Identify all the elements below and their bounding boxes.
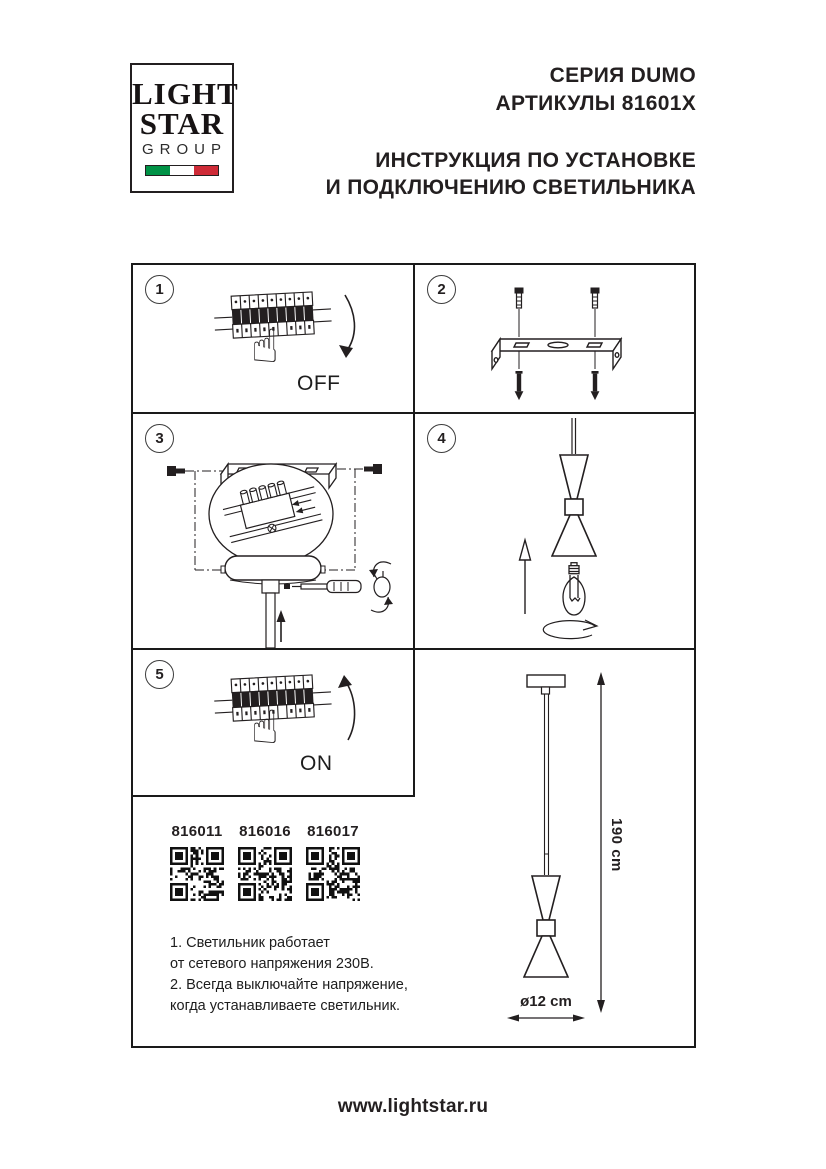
- step-5-number: 5: [145, 660, 174, 689]
- step-4-panel: [415, 414, 694, 650]
- logo-word-light: LIGHT: [132, 76, 239, 111]
- instruction-grid: [131, 263, 696, 1048]
- step-3-panel: [133, 414, 415, 650]
- step-1-number: 1: [145, 275, 174, 304]
- shade-and-bulb-illustration: [415, 414, 696, 648]
- logo-word-group: GROUP: [141, 141, 227, 158]
- articles-title: АРТИКУЛЫ 81601X: [495, 92, 696, 115]
- instruction-title-line1: ИНСТРУКЦИЯ ПО УСТАНОВКЕ: [375, 149, 696, 172]
- note-line: от сетевого напряжения 230В.: [170, 956, 374, 972]
- step-4-number: 4: [427, 424, 456, 453]
- safety-notes: [170, 933, 408, 1017]
- pendant-lamp-drawing: [415, 650, 696, 1050]
- website-url: www.lightstar.ru: [337, 1096, 489, 1117]
- series-title: СЕРИЯ DUMO: [549, 64, 696, 87]
- document-titles: [326, 62, 696, 201]
- qr-code: [306, 847, 360, 901]
- articles-info-area: [133, 797, 415, 1046]
- step-1-panel: [133, 265, 415, 414]
- note-line: 2. Всегда выключайте напряжение,: [170, 977, 408, 993]
- article-number: 816016: [239, 823, 291, 840]
- qr-code: [170, 847, 224, 901]
- pointing-hand-icon: ☝: [251, 700, 280, 754]
- instruction-title-line2: И ПОДКЛЮЧЕНИЮ СВЕТИЛЬНИКА: [325, 176, 696, 199]
- step-2-panel: [415, 265, 694, 414]
- height-dimension-label: 190 cm: [608, 818, 625, 872]
- wiring-connection-illustration: [133, 414, 415, 648]
- article-number: 816017: [307, 823, 359, 840]
- step-2-number: 2: [427, 275, 456, 304]
- step-5-panel: [133, 650, 415, 797]
- italian-flag-stripe: [145, 165, 219, 176]
- note-line: когда устанавливаете светильник.: [170, 998, 401, 1014]
- lightstar-logo: [130, 63, 239, 193]
- qr-block-816017: [305, 823, 361, 901]
- qr-code: [238, 847, 292, 901]
- off-label: OFF: [297, 372, 341, 395]
- note-line: 1. Светильник работает: [170, 935, 330, 951]
- logo-word-star: STAR: [139, 106, 225, 141]
- pointing-hand-icon: ☝: [251, 319, 280, 373]
- qr-block-816011: [169, 823, 225, 901]
- on-label: ON: [300, 752, 333, 775]
- diameter-dimension-label: ø12 cm: [520, 993, 572, 1010]
- step-3-number: 3: [145, 424, 174, 453]
- mounting-bracket-illustration: [415, 265, 696, 412]
- article-number: 816011: [171, 823, 223, 840]
- lamp-dimensions-panel: [415, 650, 694, 1046]
- qr-block-816016: [237, 823, 293, 901]
